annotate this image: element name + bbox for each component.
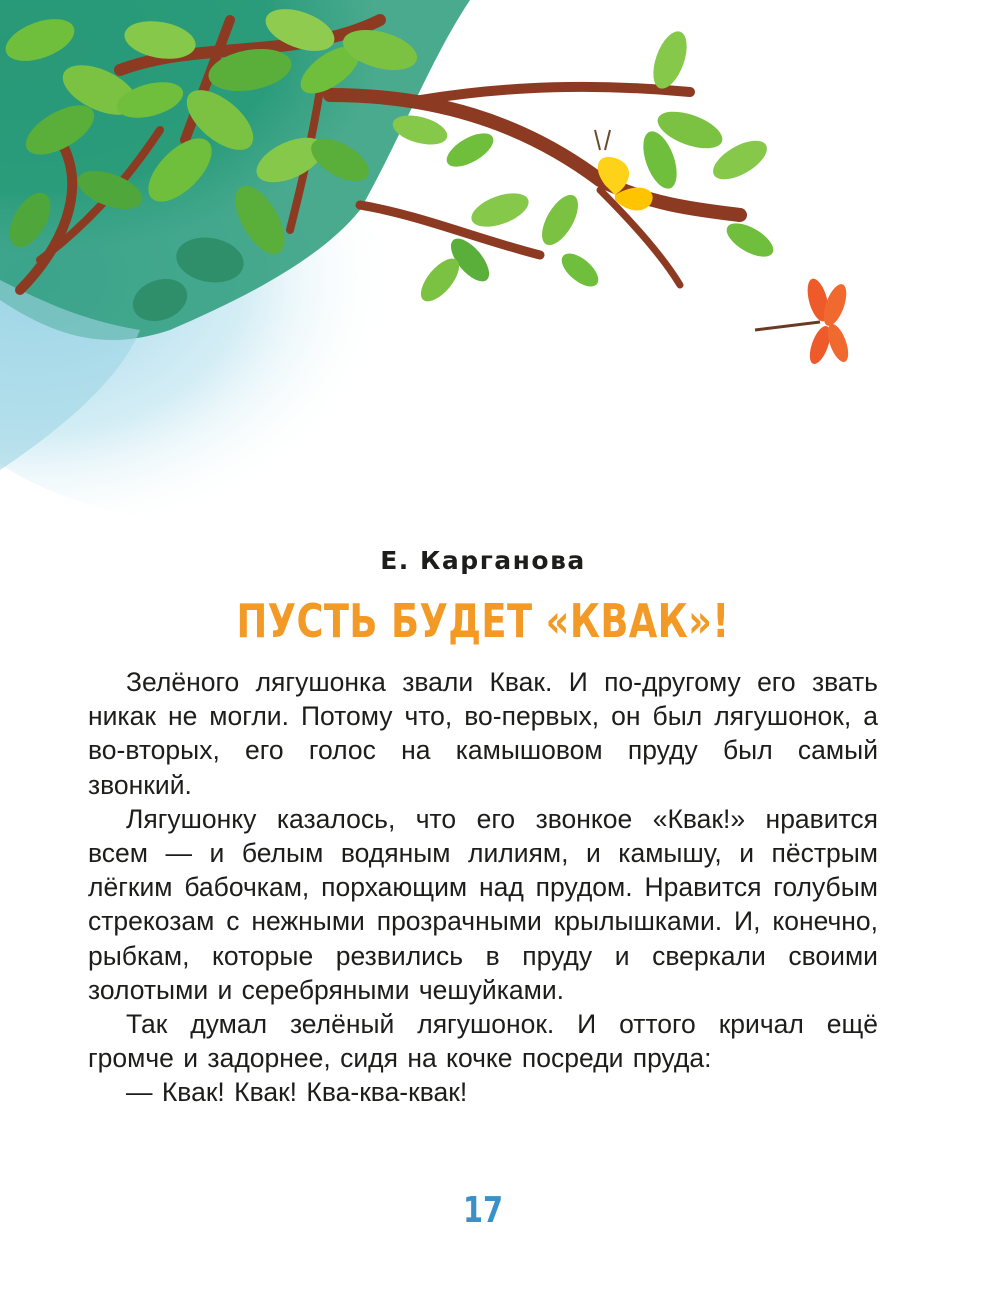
story-title: ПУСТЬ БУДЕТ «КВАК»!	[236, 594, 730, 648]
paragraph-3: Так думал зелёный лягушонок. И оттого кричал ещё громче и задорнее, сидя на кочке посреди пруда:	[88, 1009, 878, 1074]
dragonfly-illustration	[755, 276, 852, 366]
paragraph-1: Зелёного лягушонка звали Квак. И по-другому его звать никак не могли. Потому что, во-первых, он был лягушонок, а во-вторых, его голос на камышовом пруду был самый звонкий.	[88, 667, 878, 800]
author-name: Е. Карганова	[380, 546, 586, 575]
story-text	[88, 665, 878, 1110]
paragraph-4-dialog: — Квак! Квак! Ква-ква-квак!	[126, 1077, 468, 1108]
page-number: 17	[462, 1190, 504, 1231]
paragraph-2: Лягушонку казалось, что его звонкое «Квак!» нравится всем — и белым водяным лилиям, и камышу, и пёстрым лёгким бабочкам, порхающим над прудом. Нравится голубым стрекозам с нежными прозрачными крылышками. И, конечно, рыбкам, которые резвились в пруду и сверкали своими золотыми и серебряными чешуйками.	[88, 803, 878, 1005]
tree-branch-illustration	[0, 0, 1000, 540]
